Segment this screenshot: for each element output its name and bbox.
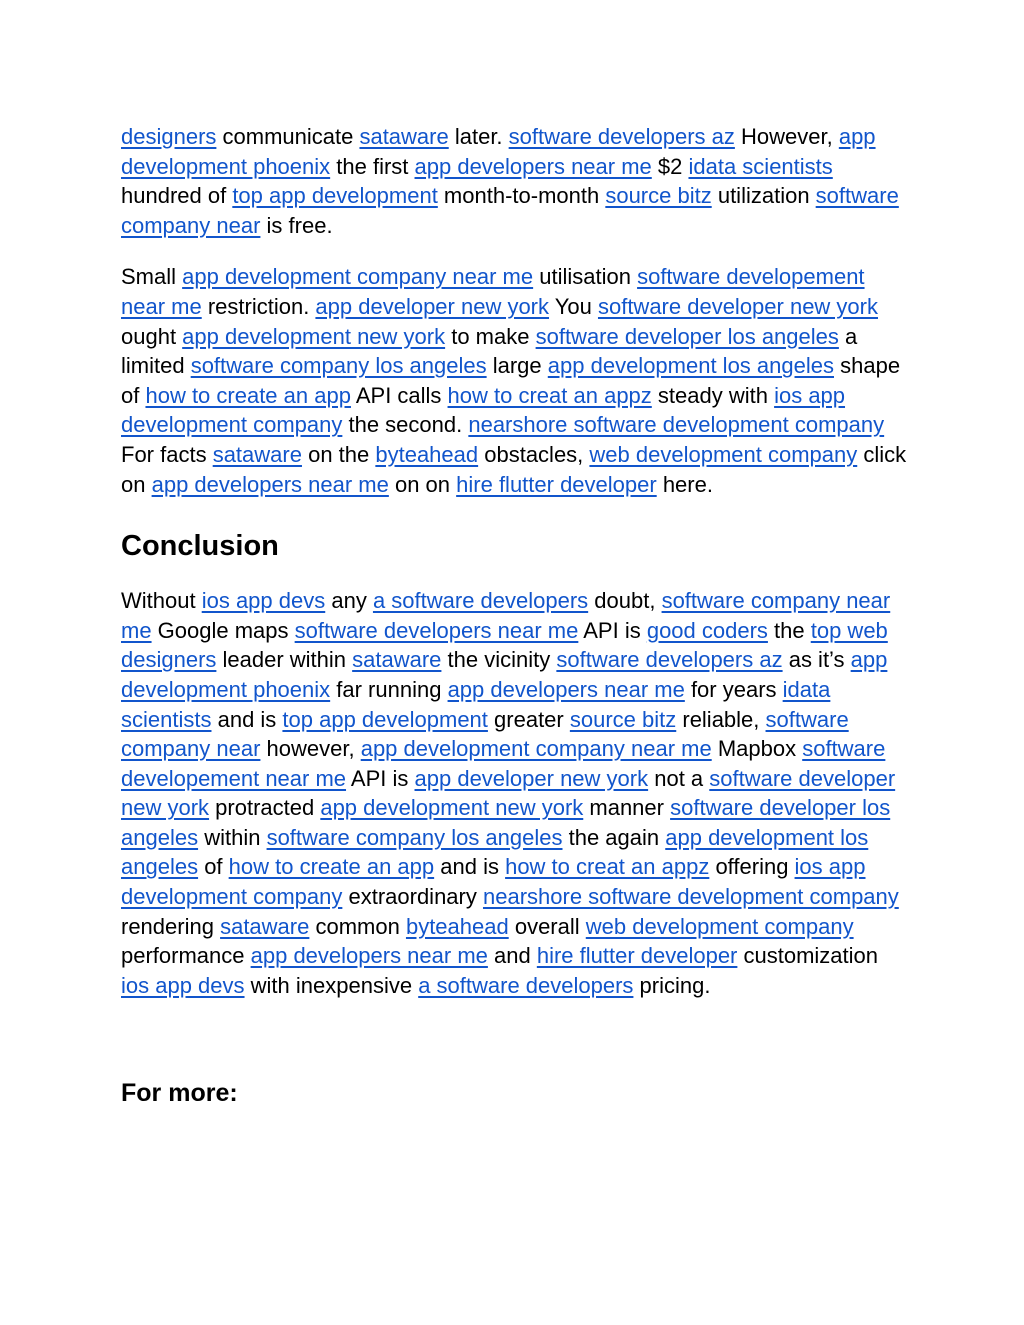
text-run: and is (434, 854, 506, 880)
text-link[interactable]: app developers near me (250, 943, 488, 969)
text-link[interactable]: good coders (646, 617, 768, 643)
text-link[interactable]: software developement near me (121, 264, 865, 319)
text-link[interactable]: app developer new york (315, 293, 550, 319)
text-link[interactable]: top app development (232, 183, 438, 209)
text-run: to make (445, 323, 536, 349)
conclusion-heading: Conclusion (121, 530, 279, 563)
text-run: click on (121, 441, 907, 497)
text-link[interactable]: app development phoenix (121, 124, 876, 179)
text-run: pricing. (633, 972, 711, 998)
text-run: hundred of (121, 183, 233, 209)
text-link[interactable]: app developer new york (414, 765, 649, 791)
text-link[interactable]: top web designers (121, 617, 888, 673)
text-run: however, (260, 736, 361, 762)
text-run: large (486, 353, 548, 379)
text-link[interactable]: byteahead (375, 441, 479, 467)
text-run: customization (737, 943, 879, 969)
paragraph-body (121, 262, 911, 499)
text-run: ought (121, 323, 183, 349)
text-run: utilization (711, 183, 816, 209)
text-run: here. (656, 471, 713, 497)
text-run: communicate (216, 124, 360, 149)
text-run: far running (330, 676, 448, 702)
text-link[interactable]: how to create an app (228, 854, 435, 880)
text-link[interactable]: how to create an app (145, 382, 351, 408)
text-link[interactable]: ios app development company (121, 382, 846, 438)
text-link[interactable]: ios app devs (201, 588, 326, 614)
text-link[interactable]: software developers az (556, 647, 783, 673)
text-run: protracted (209, 795, 321, 821)
text-run: obstacles, (478, 441, 590, 467)
text-link[interactable]: software developer los angeles (121, 795, 891, 850)
text-run: leader within (216, 647, 353, 673)
text-run: Google maps (151, 617, 295, 643)
text-run: utilisation (533, 264, 638, 290)
text-run: API is (578, 617, 647, 643)
text-link[interactable]: source bitz (605, 183, 712, 209)
text-run: common (309, 913, 406, 939)
text-link[interactable]: software developer new york (597, 293, 878, 319)
text-link[interactable]: app development los angeles (547, 353, 834, 379)
text-run: the second. (342, 412, 469, 438)
text-link[interactable]: app development los angeles (121, 824, 869, 880)
text-link[interactable]: software developement near me (121, 736, 886, 791)
text-run: as it’s (782, 647, 851, 673)
text-link[interactable]: hire flutter developer (456, 471, 657, 497)
text-run: the first (330, 153, 415, 179)
text-run: greater (487, 706, 570, 732)
text-run: the again (562, 824, 666, 850)
text-link[interactable]: app development company near me (182, 264, 534, 290)
text-run: Mapbox (711, 736, 803, 762)
text-link[interactable]: software company near (121, 183, 899, 238)
text-run: within (198, 824, 267, 850)
paragraph-intro (121, 122, 911, 240)
text-link[interactable]: app developers near me (414, 153, 652, 179)
text-link[interactable]: sataware (220, 913, 310, 939)
text-run: $2 (651, 153, 689, 179)
text-link[interactable]: software developer los angeles (535, 323, 839, 349)
text-run: Without (121, 588, 202, 614)
text-link[interactable]: sataware (212, 441, 302, 467)
text-run: restriction. (201, 293, 316, 319)
text-link[interactable]: app developers near me (447, 676, 685, 702)
text-link[interactable]: software company los angeles (266, 824, 563, 850)
text-run: reliable, (676, 706, 766, 732)
text-run: of (198, 854, 229, 880)
text-run: with inexpensive (244, 972, 419, 998)
text-run: extraordinary (342, 884, 483, 910)
text-link[interactable]: web development company (589, 441, 858, 467)
text-run: You (549, 293, 598, 319)
text-run: However, (734, 124, 839, 149)
text-link[interactable]: web development company (585, 913, 854, 939)
text-run: API calls (350, 382, 448, 408)
text-run: on the (301, 441, 376, 467)
text-run: a limited (121, 323, 858, 379)
text-link[interactable]: nearshore software development company (468, 412, 885, 438)
text-link[interactable]: app development new york (320, 795, 584, 821)
text-link[interactable]: software developer new york (121, 765, 896, 821)
text-link[interactable]: app development phoenix (121, 647, 888, 702)
text-link[interactable]: nearshore software development company (482, 884, 899, 910)
text-run: any (325, 588, 373, 614)
text-link[interactable]: ios app devs (121, 972, 245, 998)
text-link[interactable]: app developers near me (151, 471, 389, 497)
text-run: API is (346, 765, 415, 791)
text-link[interactable]: software company los angeles (190, 353, 487, 379)
text-run: offering (709, 854, 795, 880)
text-link[interactable]: idata scientists (121, 676, 831, 732)
text-link[interactable]: how to creat an appz (505, 854, 710, 880)
text-run: the vicinity (441, 647, 557, 673)
text-run: shape of (121, 353, 901, 408)
text-link[interactable]: ios app development company (121, 854, 866, 910)
text-run: doubt, (588, 588, 662, 614)
for-more-heading: For more: (121, 1079, 238, 1108)
text-link[interactable]: idata scientists (688, 153, 833, 179)
text-link[interactable]: how to creat an appz (447, 382, 652, 408)
text-run: not a (648, 765, 710, 791)
text-run: Small (121, 264, 183, 290)
text-link[interactable]: software company near (121, 706, 849, 762)
text-run: rendering (121, 913, 221, 939)
text-link[interactable]: a software developers (372, 588, 589, 614)
text-run: and is (211, 706, 283, 732)
text-link[interactable]: software developers az (508, 124, 735, 149)
text-link[interactable]: designers (121, 124, 217, 149)
text-link[interactable]: sataware (359, 124, 449, 149)
text-run: and (487, 943, 537, 969)
text-link[interactable]: top app development (282, 706, 488, 732)
text-run: month-to-month (437, 183, 606, 209)
text-run: on on (388, 471, 457, 497)
text-link[interactable]: source bitz (569, 706, 677, 732)
text-run: later. (448, 124, 509, 149)
text-run: performance (121, 943, 251, 969)
text-run: steady with (651, 382, 775, 408)
text-run: For facts (121, 441, 213, 467)
text-link[interactable]: app development new york (182, 323, 446, 349)
text-run: the (767, 617, 811, 643)
text-link[interactable]: byteahead (405, 913, 509, 939)
text-link[interactable]: app development company near me (360, 736, 712, 762)
text-run: manner (583, 795, 671, 821)
document-page (121, 122, 911, 1111)
text-link[interactable]: hire flutter developer (536, 943, 738, 969)
text-link[interactable]: a software developers (418, 972, 634, 998)
text-link[interactable]: sataware (352, 647, 442, 673)
text-link[interactable]: software developers near me (294, 617, 579, 643)
paragraph-conclusion (121, 586, 911, 1000)
text-run: overall (508, 913, 586, 939)
text-run: for years (684, 676, 783, 702)
text-run: is free. (260, 212, 333, 238)
text-link[interactable]: software company near me (121, 588, 891, 643)
